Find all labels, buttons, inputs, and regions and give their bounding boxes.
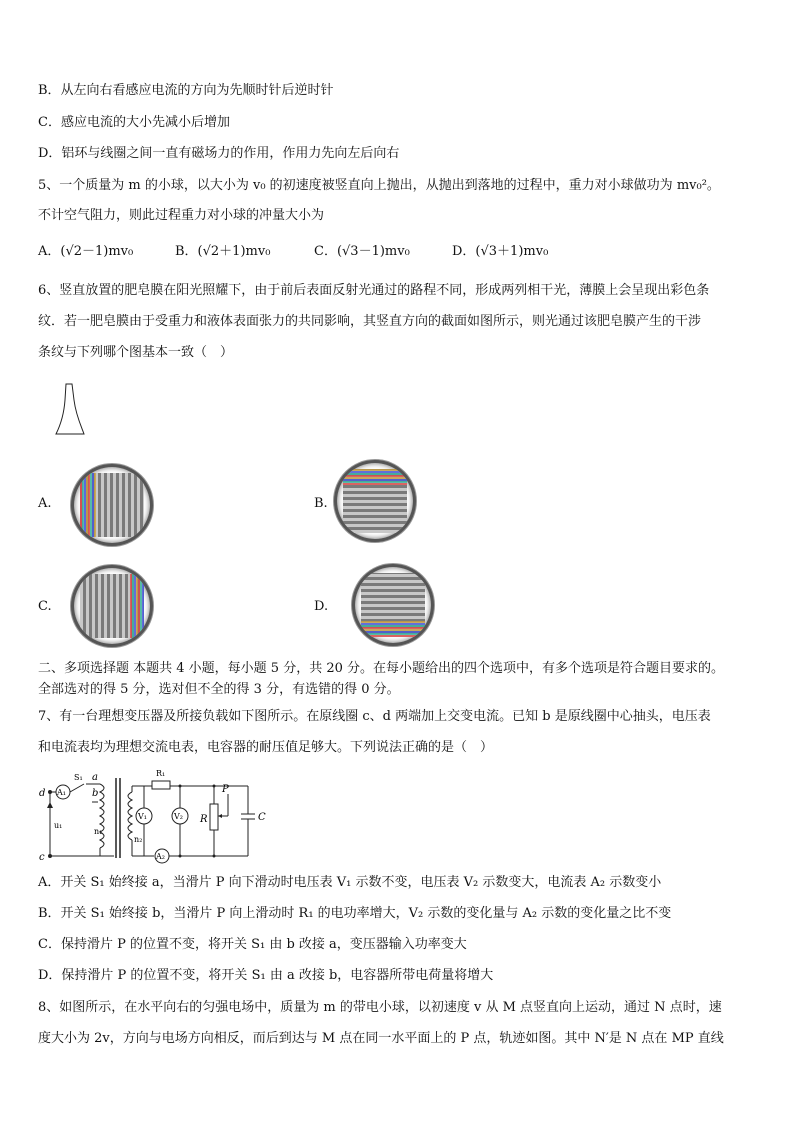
fringe-image-d: [355, 567, 431, 643]
capacitor-c-label: C: [258, 812, 266, 823]
q5-option-d: D．(√3＋1)mv₀: [452, 244, 549, 259]
ammeter-a1-label: A₁: [57, 788, 66, 797]
switch-s1-label: S₁: [74, 773, 83, 782]
option-c-q4: C．感应电流的大小先减小后增加: [38, 115, 230, 130]
terminal-c-label: c: [39, 852, 45, 863]
q6-label-a: A.: [38, 496, 52, 511]
option-d-q4: D．铝环与线圈之间一直有磁场力的作用，作用力先向左后向右: [38, 146, 400, 161]
voltmeter-v2-label: V₂: [174, 812, 183, 821]
resistor-r-label: R: [200, 814, 208, 825]
question-6-line1: 6、竖直放置的肥皂膜在阳光照耀下，由于前后表面反射光通过的路程不同，形成两列相干光，薄膜上会呈现出彩色条: [38, 283, 710, 298]
question-5-line1: 5、一个质量为 m 的小球，以大小为 v₀ 的初速度被竖直向上抛出，从抛出到落地的过程中，重力对小球做功为 mv₀²。: [38, 178, 720, 193]
n2-label: n₂: [134, 835, 143, 844]
question-6-line2: 纹．若一肥皂膜由于受重力和液体表面张力的共同影响，其竖直方向的截面如图所示，则光通过该肥皂膜产生的干涉: [38, 314, 702, 329]
question-8-line2: 度大小为 2v，方向与电场方向相反，而后到达与 M 点在同一水平面上的 P 点，轨迹如图。其中 N′是 N 点在 MP 直线: [38, 1031, 724, 1046]
question-5-line2: 不计空气阻力，则此过程重力对小球的冲量大小为: [38, 208, 325, 223]
u1-label: u₁: [54, 821, 63, 830]
soap-film-cross-section: [52, 380, 88, 440]
tap-b-label: b: [92, 788, 99, 799]
fringe-image-c: [74, 568, 150, 644]
question-6-line3: 条纹与下列哪个图基本一致（ ）: [38, 345, 234, 360]
slider-p-label: P: [222, 784, 229, 795]
q5-option-a: A．(√2－1)mv₀: [38, 244, 134, 259]
section-2-heading: 二、多项选择题 本题共 4 小题，每小题 5 分，共 20 分。在每小题给出的四个选项中，有多个选项是符合题目要求的。: [38, 661, 725, 676]
question-7-line1: 7、有一台理想变压器及所接负载如下图所示。在原线圈 c、d 两端加上交变电流。已知 b 是原线圈中心抽头，电压表: [38, 709, 711, 724]
tap-a-label: a: [92, 772, 98, 783]
terminal-d-label: d: [39, 788, 46, 799]
q7-option-b: B．开关 S₁ 始终接 b，当滑片 P 向上滑动时 R₁ 的电功率增大，V₂ 示数的变化量与 A₂ 示数的变化量之比不变: [38, 906, 672, 921]
ammeter-a2-label: A₂: [156, 852, 165, 861]
n1-label: n₁: [94, 827, 103, 836]
question-8-line1: 8、如图所示，在水平向右的匀强电场中，质量为 m 的带电小球，以初速度 v 从 M 点竖直向上运动，通过 N 点时，速: [38, 1000, 722, 1015]
q6-label-b: B.: [314, 496, 328, 511]
q5-option-c: C．(√3－1)mv₀: [314, 244, 410, 259]
transformer-circuit-diagram: [36, 764, 276, 864]
q7-option-a: A．开关 S₁ 始终接 a，当滑片 P 向下滑动时电压表 V₁ 示数不变，电压表 V₂ 示数变大，电流表 A₂ 示数变小: [38, 875, 662, 890]
fringe-image-b: [337, 463, 413, 539]
resistor-r1-label: R₁: [156, 769, 166, 778]
voltmeter-v1-label: V₁: [138, 812, 147, 821]
q5-option-b: B．(√2＋1)mv₀: [175, 244, 271, 259]
q7-option-d: D．保持滑片 P 的位置不变，将开关 S₁ 由 a 改接 b，电容器所带电荷量将增大: [38, 968, 494, 983]
q6-label-c: C.: [38, 599, 52, 614]
option-b-q4: B．从左向右看感应电流的方向为先顺时针后逆时针: [38, 83, 334, 98]
question-7-line2: 和电流表均为理想交流电表，电容器的耐压值足够大。下列说法正确的是（ ）: [38, 740, 494, 755]
q7-option-c: C．保持滑片 P 的位置不变，将开关 S₁ 由 b 改接 a，变压器输入功率变大: [38, 937, 467, 952]
fringe-image-a: [74, 467, 150, 543]
q6-label-d: D.: [314, 599, 329, 614]
section-2-scoring: 全部选对的得 5 分，选对但不全的得 3 分，有选错的得 0 分。: [38, 682, 400, 697]
